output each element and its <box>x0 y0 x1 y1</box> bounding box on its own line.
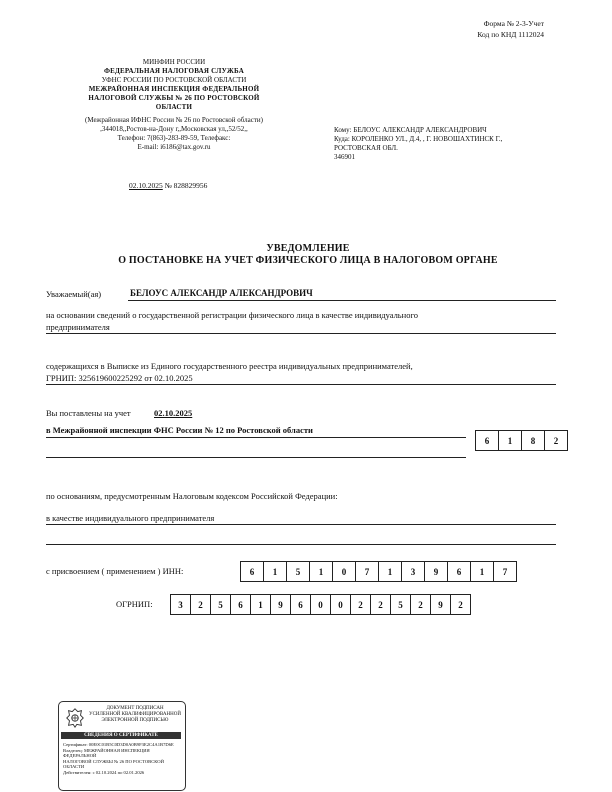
ogrnip-digit: 5 <box>211 595 231 614</box>
registry-underline <box>46 384 556 385</box>
office-code-box <box>475 430 568 451</box>
issuing-authority <box>60 58 288 152</box>
authority-email: E-mail: i6186@tax.gov.ru <box>137 143 211 151</box>
inn-box <box>240 561 517 582</box>
recipient-block <box>334 126 564 162</box>
inn-digit: 1 <box>471 562 494 581</box>
ogrnip-digit: 2 <box>411 595 431 614</box>
stamp-owner-cont: НАЛОГОВОЙ СЛУЖБЫ № 26 ПО РОСТОВСКОЙ ОБЛАСТИ <box>63 758 164 770</box>
number-sign: № <box>164 181 172 190</box>
registered-label: Вы поставлены на учет <box>46 408 131 418</box>
inn-digit: 7 <box>356 562 379 581</box>
coat-of-arms-icon <box>64 707 86 729</box>
stamp-certificate-band: СВЕДЕНИЯ О СЕРТИФИКАТЕ <box>61 732 181 739</box>
document-title <box>60 243 556 267</box>
inn-digit: 1 <box>379 562 402 581</box>
ogrnip-digit: 5 <box>391 595 411 614</box>
name-underline <box>128 300 556 301</box>
grounds-underline-2 <box>46 544 556 545</box>
authority-short-name: (Межрайонная ИФНС России № 26 по Ростовской области) <box>84 116 264 124</box>
office-code-digit: 8 <box>522 431 545 450</box>
title-line-2: О ПОСТАНОВКЕ НА УЧЕТ ФИЗИЧЕСКОГО ЛИЦА В НАЛОГОВОМ ОРГАНЕ <box>118 255 498 266</box>
recipient-postcode: 346901 <box>334 153 355 161</box>
inn-digit: 5 <box>287 562 310 581</box>
inn-digit: 7 <box>502 566 508 577</box>
stamp-certificate: Сертификат: 00E0C01B5C0D3D0A0B9F3E2C4A1B7D6E <box>63 742 174 747</box>
ogrnip-digit: 0 <box>331 595 351 614</box>
stamp-validity: Действителен: с 02.10.2024 по 02.01.2026 <box>63 769 145 775</box>
authority-line-3: УФНС РОССИИ ПО РОСТОВСКОЙ ОБЛАСТИ <box>101 76 247 84</box>
ogrnip-digit: 9 <box>431 595 451 614</box>
office-code-digit: 1 <box>499 431 522 450</box>
title-line-1: УВЕДОМЛЕНИЕ <box>266 243 350 254</box>
ogrnip-digit: 6 <box>231 595 251 614</box>
authority-line-4: МЕЖРАЙОННАЯ ИНСПЕКЦИЯ ФЕДЕРАЛЬНОЙ <box>88 85 260 93</box>
ogrnip-digit: 0 <box>311 595 331 614</box>
knd-code: Код по КНД 1112024 <box>477 30 544 39</box>
inn-digit: 6 <box>448 562 471 581</box>
stamp-header <box>89 706 181 724</box>
grounds-value: в качестве индивидуального предпринимателя <box>46 513 215 523</box>
stamp-line-2: УСИЛЕННОЙ КВАЛИФИЦИРОВАННОЙ <box>89 712 181 717</box>
number-value: 828829956 <box>173 181 208 190</box>
ogrnip-box <box>170 594 471 615</box>
office-underline-2 <box>46 457 466 458</box>
recipient-address: Куда: КОРОЛЕНКО УЛ., Д.4, , Г. НОВОШАХТИНСК Г., <box>334 135 503 143</box>
registered-date: 02.10.2025 <box>154 408 193 418</box>
stamp-owner: Владелец: МЕЖРАЙОННАЯ ИНСПЕКЦИЯ ФЕДЕРАЛЬНОЙ <box>63 747 150 759</box>
office-code-digit: 6 <box>476 431 499 450</box>
document-number <box>129 181 207 190</box>
stamp-line-3: ЭЛЕКТРОННОЙ ПОДПИСЬЮ <box>101 718 169 723</box>
inn-digit: 6 <box>241 562 264 581</box>
basis-intro: на основании сведений о государственной регистрации физического лица в качестве индивидуального <box>46 310 419 320</box>
ogrnip-digit: 2 <box>458 599 463 610</box>
authority-line-6: ОБЛАСТИ <box>155 103 193 111</box>
inn-digit: 3 <box>402 562 425 581</box>
inn-digit: 9 <box>425 562 448 581</box>
electronic-signature-stamp <box>58 701 186 791</box>
basis-continuation: предпринимателя <box>46 322 110 332</box>
office-code-digit: 2 <box>553 435 559 446</box>
recipient-name: Кому: БЕЛОУС АЛЕКСАНДР АЛЕКСАНДРОВИЧ <box>334 126 487 134</box>
authority-line-1: МИНФИН РОССИИ <box>142 58 206 66</box>
ogrnip-digit: 2 <box>371 595 391 614</box>
registry-text: содержащихся в Выписке из Единого государственного реестра индивидуальных предпринимателей, <box>46 361 413 371</box>
inn-digit: 1 <box>310 562 333 581</box>
stamp-details <box>63 742 181 776</box>
document-date: 02.10.2025 <box>129 181 163 190</box>
grnip-info: ГРНИП: 325619600225292 от 02.10.2025 <box>46 373 193 383</box>
authority-phone: Телефон: 7(863)-283-89-59, Телефакс: <box>117 134 231 142</box>
basis-underline <box>46 333 556 334</box>
authority-line-5: НАЛОГОВОЙ СЛУЖБЫ № 26 ПО РОСТОВСКОЙ <box>88 94 260 102</box>
inn-label: с присвоением ( применением ) ИНН: <box>46 566 184 576</box>
ogrnip-label: ОГРНИП: <box>116 599 153 609</box>
person-name: БЕЛОУС АЛЕКСАНДР АЛЕКСАНДРОВИЧ <box>130 288 313 298</box>
ogrnip-digit: 6 <box>291 595 311 614</box>
inn-digit: 1 <box>264 562 287 581</box>
ogrnip-digit: 2 <box>191 595 211 614</box>
inn-digit: 0 <box>333 562 356 581</box>
ogrnip-digit: 3 <box>171 595 191 614</box>
tax-office-name: в Межрайонной инспекции ФНС России № 12 по Ростовской области <box>46 425 313 435</box>
ogrnip-digit: 2 <box>351 595 371 614</box>
grounds-underline-1 <box>46 524 556 525</box>
form-number: Форма № 2-3-Учет <box>483 19 544 28</box>
grounds-label: по основаниям, предусмотренным Налоговым кодексом Российской Федерации: <box>46 491 338 501</box>
stamp-line-1: ДОКУМЕНТ ПОДПИСАН <box>106 706 164 711</box>
recipient-region: РОСТОВСКАЯ ОБЛ. <box>334 144 398 152</box>
form-code <box>477 18 544 40</box>
office-underline-1 <box>46 437 466 438</box>
ogrnip-digit: 1 <box>251 595 271 614</box>
ogrnip-digit: 9 <box>271 595 291 614</box>
authority-address: ,344018,,Ростов-на-Дону г,,Московская ул,,52/52,, <box>100 125 248 133</box>
greeting-label: Уважаемый(ая) <box>46 289 102 299</box>
authority-line-2: ФЕДЕРАЛЬНАЯ НАЛОГОВАЯ СЛУЖБА <box>103 67 245 75</box>
